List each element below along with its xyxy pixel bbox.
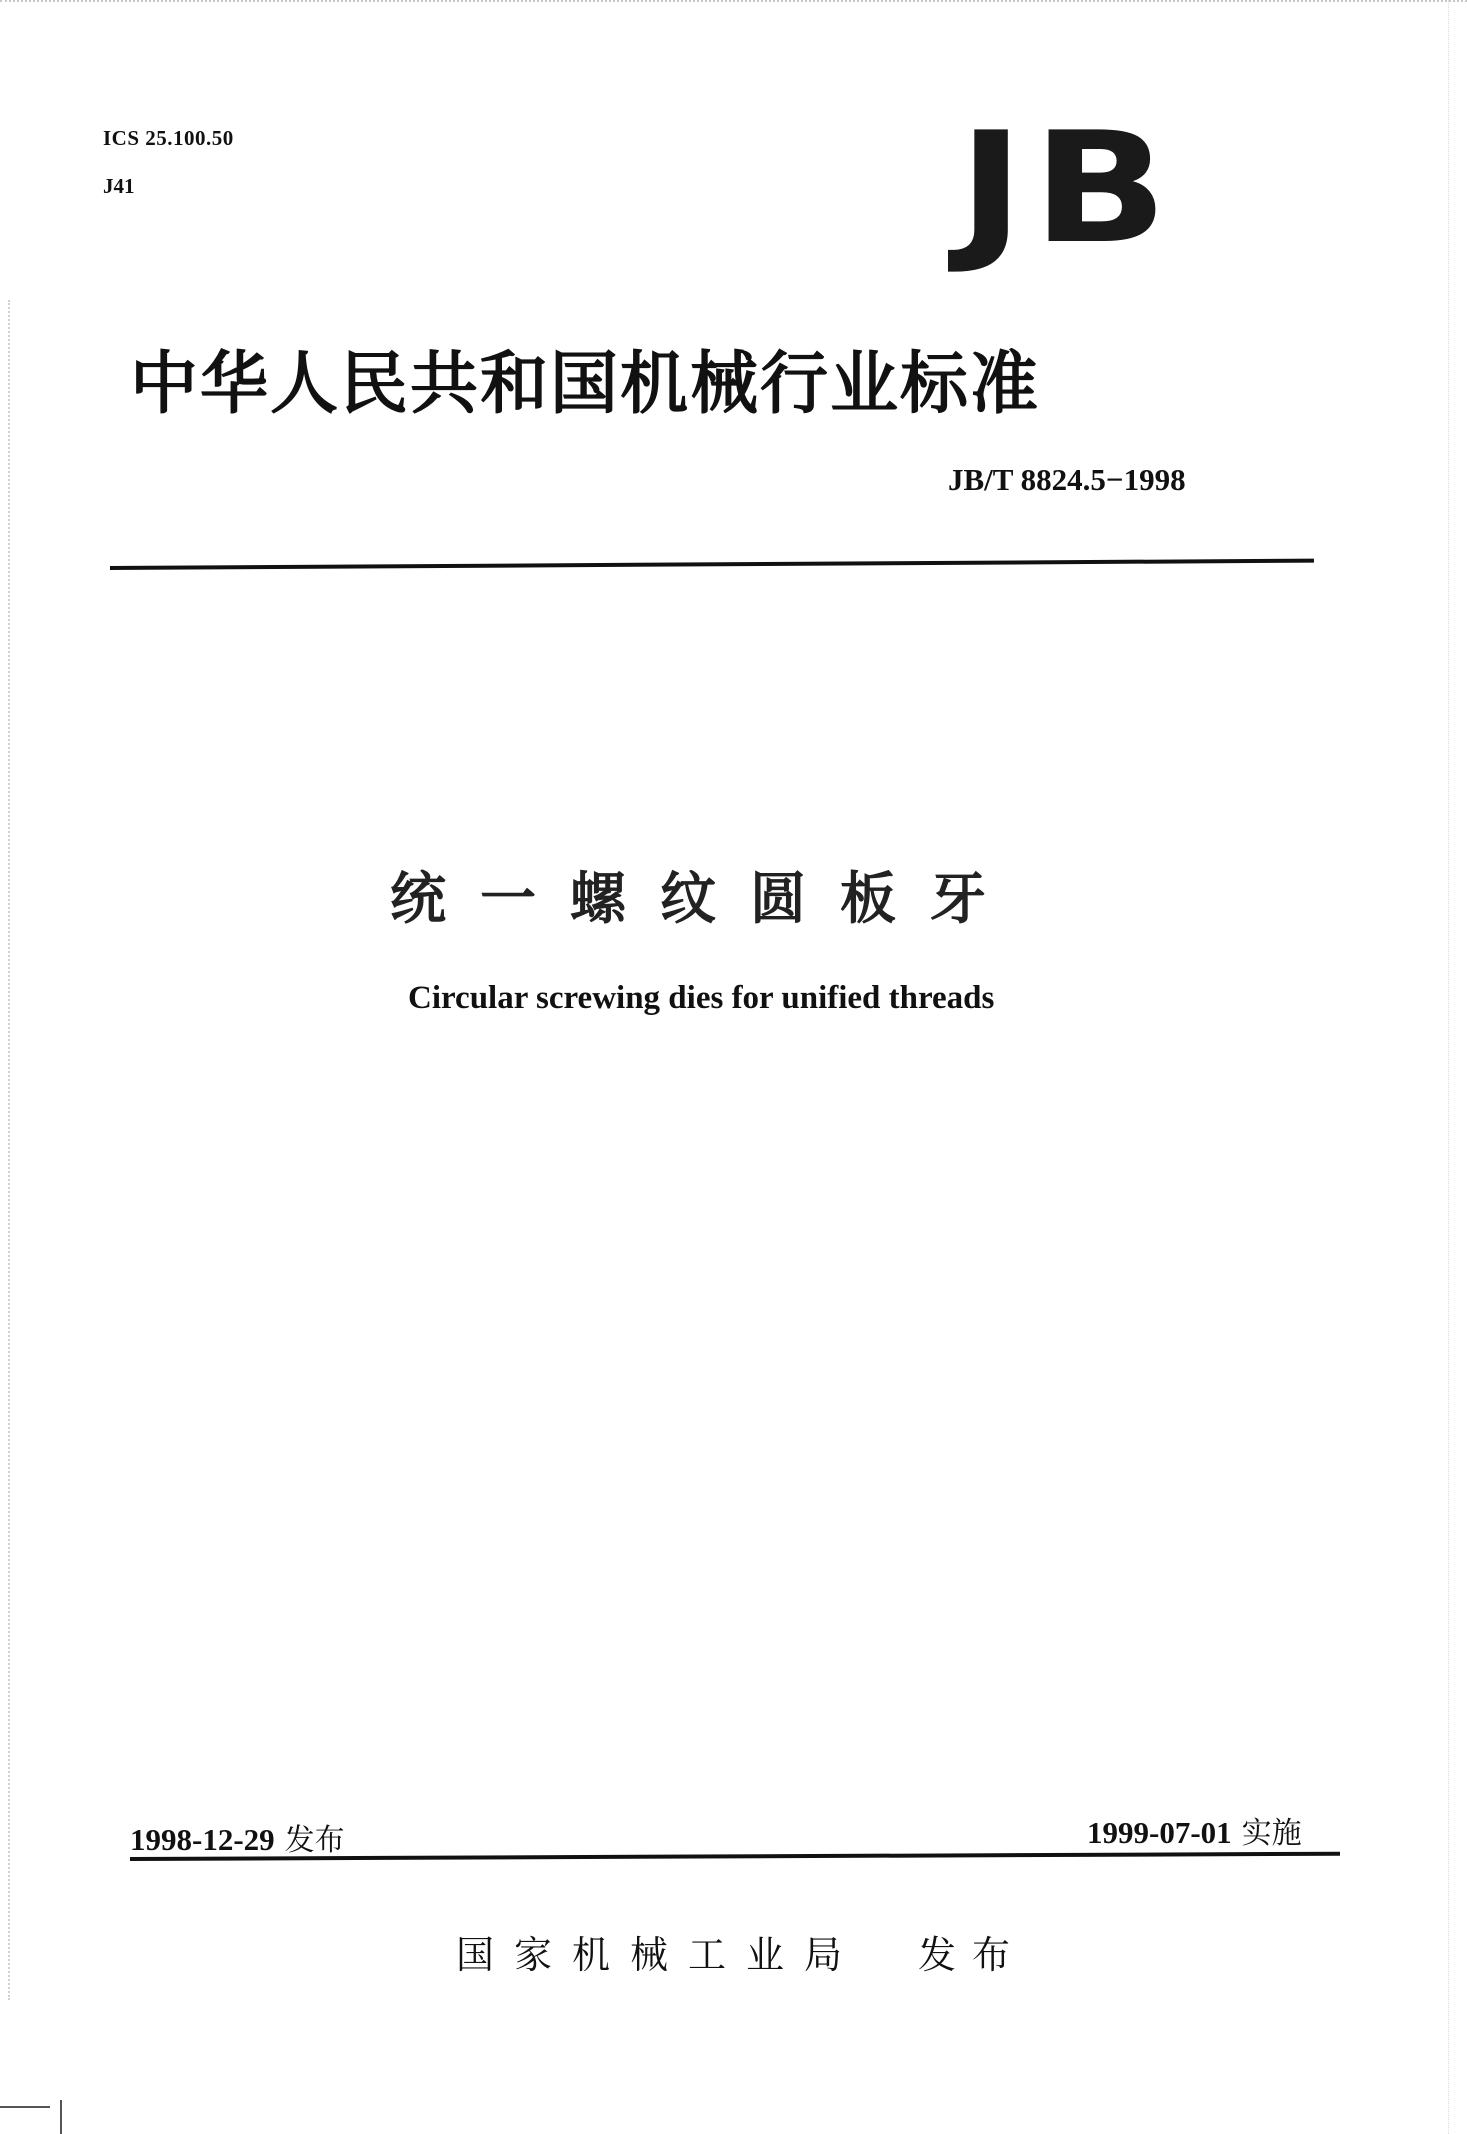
jb-logo: JB	[958, 99, 1176, 278]
scan-border-left	[8, 300, 12, 2000]
standard-type-heading: 中华人民共和国机械行业标准	[130, 345, 1041, 424]
classification-code: J41	[103, 174, 135, 198]
implementation-date: 1999-07-01	[1087, 1815, 1232, 1850]
issue-date: 1998-12-29	[130, 1822, 275, 1857]
publisher-name: 国家机械工业局	[456, 1933, 863, 1977]
scan-border-right	[1448, 0, 1451, 2134]
publish-label: 发布	[918, 1933, 1027, 1977]
implementation-label: 实施	[1241, 1816, 1302, 1851]
scan-border-top	[0, 0, 1467, 4]
issue-date-line	[130, 1815, 345, 1859]
implementation-date-line	[1087, 1808, 1302, 1852]
header-divider	[110, 559, 1314, 570]
issue-label: 发布	[284, 1823, 345, 1858]
document-title-chinese: 统一螺纹圆板牙	[390, 867, 1020, 932]
ics-code: ICS 25.100.50	[103, 126, 234, 150]
crop-mark	[60, 2100, 62, 2134]
standard-number: JB/T 8824.5−1998	[948, 462, 1186, 497]
crop-mark	[0, 2106, 50, 2108]
document-title-english: Circular screwing dies for unified threads	[408, 980, 995, 1016]
